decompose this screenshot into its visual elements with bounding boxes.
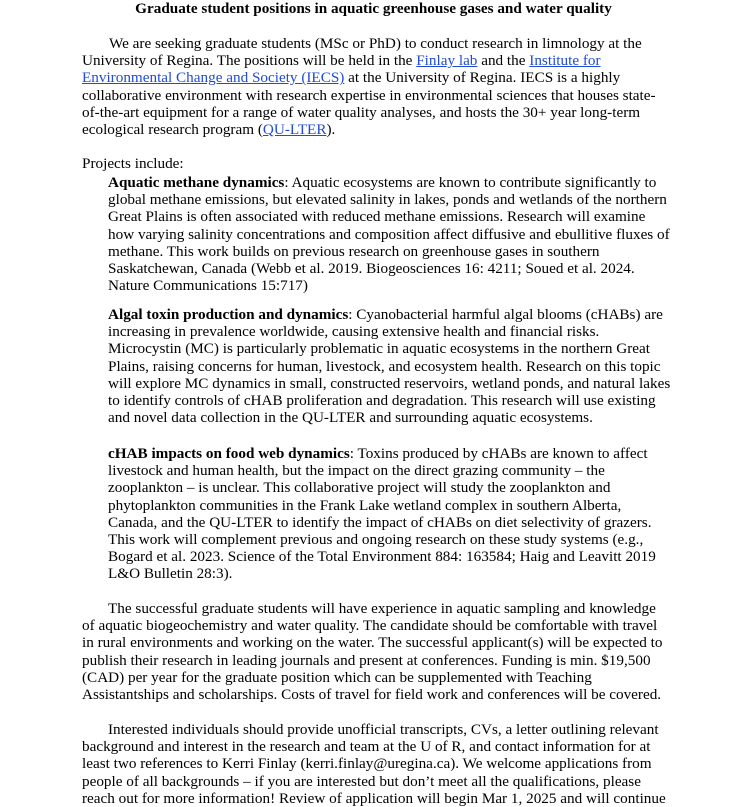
project-heading: Aquatic methane dynamics [108, 174, 285, 191]
projects-label: Projects include: [82, 155, 184, 172]
finlay-lab-link[interactable]: Finlay lab [416, 52, 478, 70]
project-body: : Aquatic ecosystems are known to contribute significantly to global methane emissions, but elevated salinity in lakes, ponds and wetlands of the northern Great Plains is often associated with reduced methane emissions. Research will examine how varying salinity concentrations and composition affect diffusive and ebullitive fluxes of methane. This work builds on previous research on greenhouse gases in southern Saskatchewan, Canada (Webb et al. 2019. Biogeosciences 16: 4211; Soued et al. 2024. Nature Communications 15:717) [108, 174, 670, 295]
qualifications-paragraph: The successful graduate students will have experience in aquatic sampling and knowledge of aquatic biogeochemistry and water quality. The candidate should be comfortable with travel in rural environments and working on the water. The successful applicant(s) will be expected to publish their research in leading journals and present at conferences. Funding is min. $19,500 (CAD) per year for the graduate position which can be supplemented with Teaching Assistantships and scholarships. Costs of travel for field work and conferences will be covered. [82, 600, 663, 704]
iecs-link[interactable]: Institute for Environmental Change and Society (IECS) [82, 52, 601, 87]
intro-paragraph [82, 35, 668, 138]
application-paragraph: Interested individuals should provide unofficial transcripts, CVs, a letter outlining relevant background and interest in the research and team at the U of R, and contact information for at least two references to Kerri Finlay (kerri.finlay@uregina.ca). We welcome applications from people of all backgrounds – if you are interested but don’t meet all the qualifications, please reach out for more information! Review of application will begin Mar 1, 2025 and will continue [82, 721, 666, 807]
project-item [108, 306, 674, 426]
project-heading: cHAB impacts on food web dynamics [108, 445, 350, 462]
intro-text-2: and the [477, 52, 530, 70]
project-body: : Cyanobacterial harmful algal blooms (cHABs) are increasing in prevalence worldwide, causing extensive health and financial risks. Microcystin (MC) is particularly problematic in aquatic ecosystems in the northern Great Plains, raising concerns for human, livestock, and ecosystem health. Research on this topic will explore MC dynamics in small, constructed reservoirs, wetland ponds, and natural lakes to identify controls of cHAB proliferation and degradation. This research will use existing and novel data collection in the QU-LTER and surrounding aquatic ecosystems. [108, 306, 671, 427]
project-heading: Algal toxin production and dynamics [108, 306, 349, 323]
intro-text-3: at the University of Regina. IECS is a highly collaborative environment with research expertise in environmental sciences that houses state-of-the-art equipment for a range of water quality analyses, and hosts the 30+ year long-term ecological research program ( [82, 69, 656, 139]
intro-text-1: We are seeking graduate students (MSc or PhD) to conduct research in limnology at the University of Regina. The positions will be held in the [82, 35, 642, 70]
intro-text-4: ). [326, 121, 336, 139]
qu-lter-link[interactable]: QU-LTER [262, 121, 327, 139]
project-item [108, 174, 674, 294]
project-item [108, 445, 674, 583]
page-title: Graduate student positions in aquatic greenhouse gases and water quality [135, 0, 612, 17]
project-body: : Toxins produced by cHABs are known to affect livestock and human health, but the impact on the direct grazing community – the zooplankton – is unclear. This collaborative project will study the zooplankton and phytoplankton communities in the Frank Lake wetland complex in southern Alberta, Canada, and the QU-LTER to identify the impact of cHABs on diet selectivity of grazers. This work will complement previous and ongoing research on these study systems (e.g., Bogard et al. 2023. Science of the Total Environment 884: 163584; Haig and Leavitt 2019 L&O Bulletin 28:3). [108, 445, 656, 583]
